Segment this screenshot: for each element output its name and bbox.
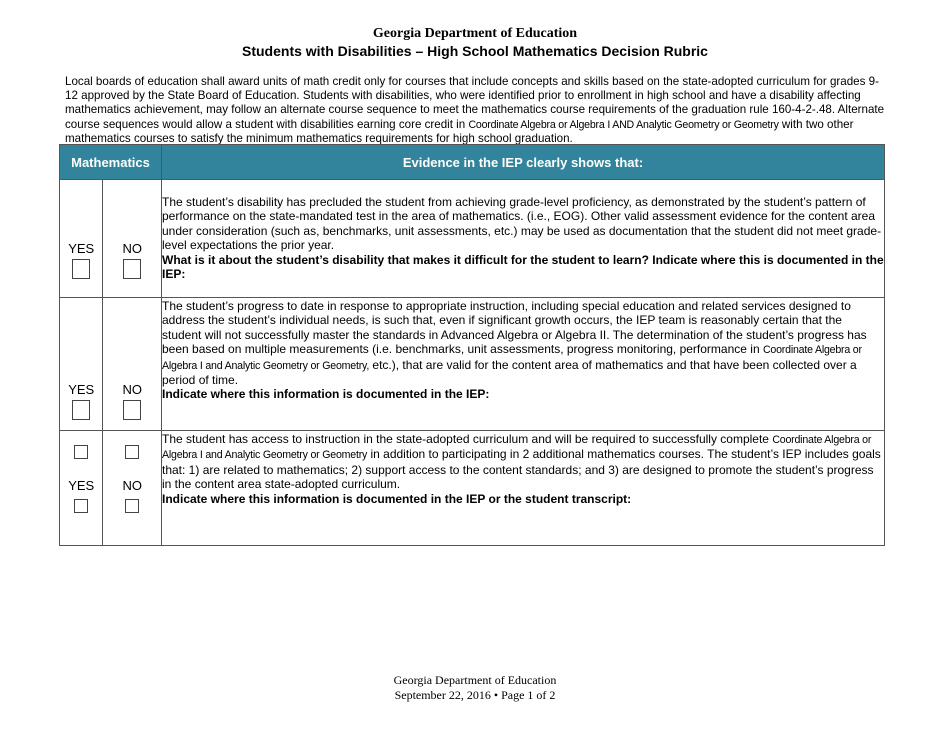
mathematics-header: Mathematics xyxy=(60,145,162,180)
row1-no-label: NO xyxy=(122,241,142,256)
row1-prompt: What is it about the student’s disability that makes it difficult for the student to learn? Indicate where this is documented in the IEP: xyxy=(162,252,884,282)
intro-text-1: Local boards of education shall award units of math credit only for courses that include concepts and skills based on the state-adopted curriculum for grades 9-12 approved by the State Board of Education. Students with disabilities, who were identified prior to enrollment in high school and have a disability affecting mathematics achievement, may follow an alternate course sequence to meet the mathematics course requirements of the graduation rule 160-4-2-.48. Alternate course sequences would allow a student with disabilities earning core credit in xyxy=(65,75,885,131)
row1-text: The student’s disability has precluded the student from achieving grade-level proficiency, as demonstrated by the student’s pattern of performance on the state-mandated test in the area of mathematics. (i.e., EOG). Other valid assessment evidence for the content area under consideration (such as, benchmarks, unit assessments, etc.) may be used as documentation that the student did not meet grade-level expectations the prior year. xyxy=(162,195,882,253)
row1-evidence xyxy=(162,180,885,298)
row3-prompt: Indicate where this information is documented in the IEP or the student transcript: xyxy=(162,491,632,506)
row1-no-checkbox[interactable] xyxy=(123,259,141,279)
footer-org: Georgia Department of Education xyxy=(393,673,557,687)
footer xyxy=(0,673,950,703)
row2-courses: Coordinate Algebra or Algebra I and Analytic Geometry or Geometry, xyxy=(162,344,862,372)
row1-yes-label: YES xyxy=(68,241,95,256)
row2-yes-label: YES xyxy=(68,382,95,397)
row3-no-label: NO xyxy=(122,478,142,493)
decision-rubric-table xyxy=(59,144,885,546)
intro-text-2: with two other mathematics courses to satisfy the minimum mathematics requirements for high school graduation. xyxy=(65,117,854,145)
row3-text-a: The student has access to instruction in the state-adopted curriculum and will be required to successfully complete xyxy=(162,432,773,446)
footer-page: Page 1 of 2 xyxy=(501,688,556,702)
row2-text-a: The student’s progress to date in response to appropriate instruction, including special education and related services designed to address the student’s individual needs, is such that, even if significant growth occurs, the IEP team is reasonably certain that the student will not successfully master the standards in Advanced Algebra or Algebra II. The determination of the student’s progress has been based on multiple measurements (i.e. benchmarks, unit assessments, progress monitoring, performance in xyxy=(162,299,867,357)
row2-no-label: NO xyxy=(122,382,142,397)
row1-yes-cell xyxy=(60,180,103,298)
table-row xyxy=(60,431,885,546)
table-row xyxy=(60,180,885,298)
intro-courses: Coordinate Algebra or Algebra I AND Analytic Geometry or Geometry xyxy=(468,118,779,131)
row1-yes-checkbox[interactable] xyxy=(72,259,90,279)
evidence-header: Evidence in the IEP clearly shows that: xyxy=(162,145,885,180)
page-title: Students with Disabilities – High School Mathematics Decision Rubric xyxy=(242,43,708,59)
footer-bullet: • xyxy=(493,688,499,702)
row3-text-b: in addition to participating in 2 additional mathematics courses. The student’s IEP includes goals that: 1) are related to mathematics; 2) support access to the content standards; and 3) are designed to promote the student’s progress in the content area state-adopted curriculum. xyxy=(162,447,881,492)
row2-no-checkbox[interactable] xyxy=(123,400,141,420)
row3-yes-checkbox[interactable] xyxy=(74,499,88,513)
intro-paragraph xyxy=(65,75,885,146)
row3-no-checkbox[interactable] xyxy=(125,499,139,513)
table-row xyxy=(60,298,885,431)
row2-yes-checkbox[interactable] xyxy=(72,400,90,420)
row2-yes-cell xyxy=(60,298,103,431)
header-org: Georgia Department of Education xyxy=(372,26,578,41)
footer-date-line xyxy=(0,688,950,703)
row3-courses: Coordinate Algebra or Algebra I and Analytic Geometry or Geometry xyxy=(162,434,872,462)
footer-date: September 22, 2016 xyxy=(394,688,491,702)
row3-top-yes-checkbox[interactable] xyxy=(74,445,88,459)
row2-prompt: Indicate where this information is documented in the IEP: xyxy=(162,387,490,402)
row2-no-cell xyxy=(103,298,162,431)
row3-no-cell xyxy=(103,431,162,546)
row2-evidence xyxy=(162,298,885,431)
row2-text-b: etc.), that are valid for the content area of mathematics and that have been collected over a period of time. xyxy=(162,357,857,388)
table-header-row xyxy=(60,145,885,180)
row3-yes-label: YES xyxy=(68,478,95,493)
row3-evidence xyxy=(162,431,885,546)
row3-yes-cell xyxy=(60,431,103,546)
row1-no-cell xyxy=(103,180,162,298)
row3-top-no-checkbox[interactable] xyxy=(125,445,139,459)
